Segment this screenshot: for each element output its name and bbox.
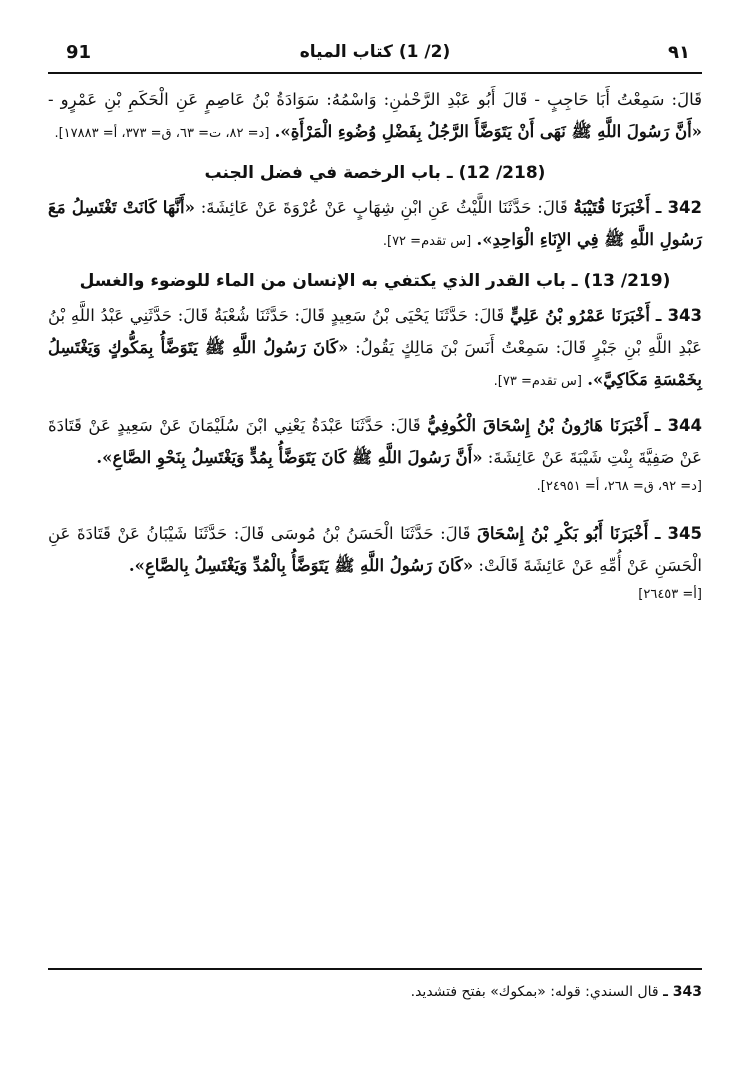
hadith-number: 343 ـ (655, 306, 703, 325)
page-body (48, 84, 702, 614)
hadith-lead: أَخْبَرَنَا هَارُونُ بْنُ إِسْحَاقَ الْكُوفِيُّ (427, 416, 649, 435)
hadith-number: 342 ـ (655, 198, 703, 217)
page-number-latin: 91 (66, 42, 92, 63)
hadith-lead: أَخْبَرَنَا عَمْرُو بْنُ عَلِيٍّ (510, 306, 650, 325)
hadith-lead: أَخْبَرَنَا أَبُو بَكْرِ بْنُ إِسْحَاقَ (477, 524, 649, 543)
reference: [س تقدم= ٧٢]. (382, 234, 472, 249)
matn-text: «أَنَّ رَسُولَ اللَّهِ ﷺ نَهَى أَنْ يَتَوَضَّأَ الرَّجُلُ بِفَضْلِ وُضُوءِ الْمَرْأَةِ». (274, 122, 702, 141)
matn-text: «كَانَ رَسُولُ اللَّهِ ﷺ يَتَوَضَّأُ بِالْمُدِّ وَيَغْتَسِلُ بِالصَّاعِ». (128, 556, 474, 575)
isnad-text: قَالَ: سَمِعْتُ أَبَا حَاجِبٍ - قَالَ أَبُو عَبْدِ الرَّحْمٰنِ: وَاسْمُهُ: سَوَادَةُ بْنُ عَاصِمٍ عَنِ الْحَكَمِ بْنِ عَمْرٍو - (48, 90, 702, 109)
hadith-lead: أَخْبَرَنَا قُتَيْبَةُ (573, 198, 650, 217)
hadith-paragraph (48, 410, 702, 474)
reference: [د= ٨٢، ت= ٦٣، ق= ٣٧٣، أ= ١٧٨٨٣]. (54, 126, 270, 141)
footnote-number: 343 ـ (663, 984, 702, 1000)
matn-text: «أَنَّهَا كَانَتْ تَغْتَسِلُ مَعَ رَسُولِ اللَّهِ ﷺ فِي الإِنَاءِ الْوَاحِدِ». (48, 198, 702, 249)
page-header (48, 38, 702, 72)
hadith-paragraph (48, 192, 702, 258)
header-divider (48, 72, 702, 74)
chapter-heading: (219/ 13) ـ باب القدر الذي يكتفي به الإنسان من الماء للوضوء والغسل (79, 271, 671, 291)
spacer (48, 506, 702, 518)
matn-text: «كَانَ رَسُولُ اللَّهِ ﷺ يَتَوَضَّأُ بِمَكُّوكٍ وَيَغْتَسِلُ بِخَمْسَةِ مَكَاكِيَّ». (48, 338, 702, 389)
footnote-text: قال السندي: قوله: «بمكوك» بفتح فتشديد. (410, 984, 659, 1000)
reference-line: [د= ٩٢، ق= ٢٦٨، أ= ٢٤٩٥١]. (536, 479, 702, 494)
hadith-number: 344 ـ (654, 416, 703, 435)
reference-line: [أ= ٢٦٤٥٣] (638, 587, 702, 602)
isnad-text: قَالَ: حَدَّثَنَا يَحْيَى بْنُ سَعِيدٍ قَالَ: حَدَّثَنَا شُعْبَةُ قَالَ: حَدَّثَنِي عَبْدُ اللَّهِ بْنُ عَبْدِ اللَّهِ بْنِ جَبْرٍ قَالَ: سَمِعْتُ أَنَسَ بْنَ مَالِكٍ يَقُولُ: (48, 306, 702, 357)
reference: [س تقدم= ٧٣]. (493, 374, 582, 389)
isnad-text: قَالَ: حَدَّثَنَا اللَّيْثُ عَنِ ابْنِ شِهَابٍ عَنْ عُرْوَةَ عَنْ عَائِشَةَ: (200, 198, 568, 217)
footnote-divider (48, 968, 702, 970)
isnad-text: قَالَ: حَدَّثَنَا الْحَسَنُ بْنُ مُوسَى قَالَ: حَدَّثَنَا شَيْبَانُ عَنْ قَتَادَةَ عَنِ الْحَسَنِ عَنْ أُمِّهِ عَنْ عَائِشَةَ قَالَتْ: (48, 524, 702, 575)
matn-text: «أَنَّ رَسُولَ اللَّهِ ﷺ كَانَ يَتَوَضَّأُ بِمُدٍّ وَيَغْتَسِلُ بِنَحْوِ الصَّاعِ». (96, 448, 483, 467)
isnad-text: قَالَ: حَدَّثَنَا عَبْدَةُ يَعْنِي ابْنَ سُلَيْمَانَ عَنْ سَعِيدٍ عَنْ قَتَادَةَ عَنْ صَفِيَّةَ بِنْتِ شَيْبَةَ عَنْ عَائِشَةَ: (48, 416, 702, 467)
page-number-arabic: ٩١ (668, 42, 690, 63)
chapter-heading: (218/ 12) ـ باب الرخصة في فضل الجنب (204, 163, 546, 183)
hadith-paragraph (48, 518, 702, 582)
hadith-number: 345 ـ (654, 524, 702, 543)
running-title: (2/ 1) كتاب المياه (299, 42, 451, 62)
spacer (48, 398, 702, 410)
text-paragraph (48, 84, 702, 150)
hadith-paragraph (48, 300, 702, 398)
footnote (48, 980, 702, 1004)
